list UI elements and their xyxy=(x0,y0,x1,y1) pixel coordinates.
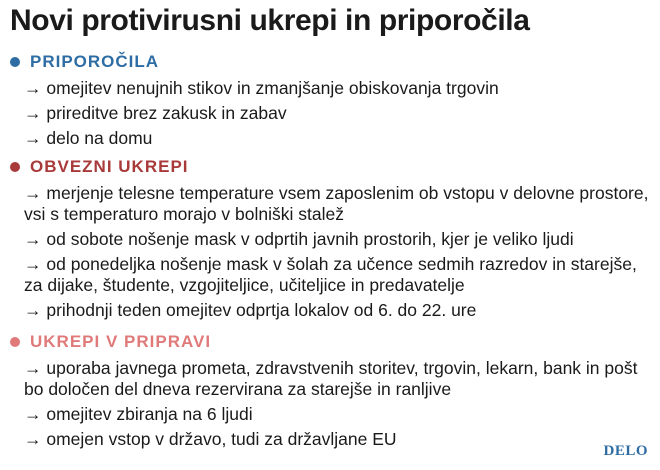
section-header xyxy=(10,330,650,354)
item-list xyxy=(10,78,650,149)
section-header xyxy=(10,50,650,74)
list-item: → delo na domu xyxy=(24,128,153,148)
list-item: → od sobote nošenje mask v odprtih javnih prostorih, kjer je veliko ljudi xyxy=(24,229,574,249)
list-item: → prireditve brez zakusk in zabav xyxy=(24,103,287,123)
list-item: → uporaba javnega prometa, zdravstvenih storitev, trgovin, lekarn, bank in pošt bo določen del dneva rezervirana za starejše in ranljive xyxy=(24,358,638,399)
list-item: → omejitev zbiranja na 6 ljudi xyxy=(24,404,253,424)
item-list xyxy=(10,183,650,321)
list-item: → prihodnji teden omejitev odprtja lokalov od 6. do 22. ure xyxy=(24,300,477,320)
bullet-dot-icon xyxy=(10,57,20,67)
delo-logo: DELO xyxy=(603,443,648,459)
item-list xyxy=(10,358,650,450)
section-header xyxy=(10,155,650,179)
section-recommendations xyxy=(10,50,650,149)
list-item: → omejitev nenujnih stikov in zmanjšanje obiskovanja trgovin xyxy=(24,78,499,98)
bullet-dot-icon xyxy=(10,337,20,347)
section-label: OBVEZNI UKREPI xyxy=(30,157,189,176)
section-label: UKREPI V PRIPRAVI xyxy=(30,332,212,351)
list-item: → omejen vstop v državo, tudi za državljane EU xyxy=(24,429,397,449)
page-title: Novi protivirusni ukrepi in priporočila xyxy=(10,4,530,37)
list-item: → od ponedeljka nošenje mask v šolah za učence sedmih razredov in starejše, za dijake, študente, vzgojiteljice, učiteljice in predavatelje xyxy=(24,254,637,295)
section-mandatory xyxy=(10,155,650,321)
bullet-dot-icon xyxy=(10,162,20,172)
section-in-preparation xyxy=(10,330,650,450)
section-label: PRIPOROČILA xyxy=(30,52,160,71)
list-item: → merjenje telesne temperature vsem zaposlenim ob vstopu v delovne prostore, vsi s temperaturo morajo v bolniški stalež xyxy=(24,183,649,224)
